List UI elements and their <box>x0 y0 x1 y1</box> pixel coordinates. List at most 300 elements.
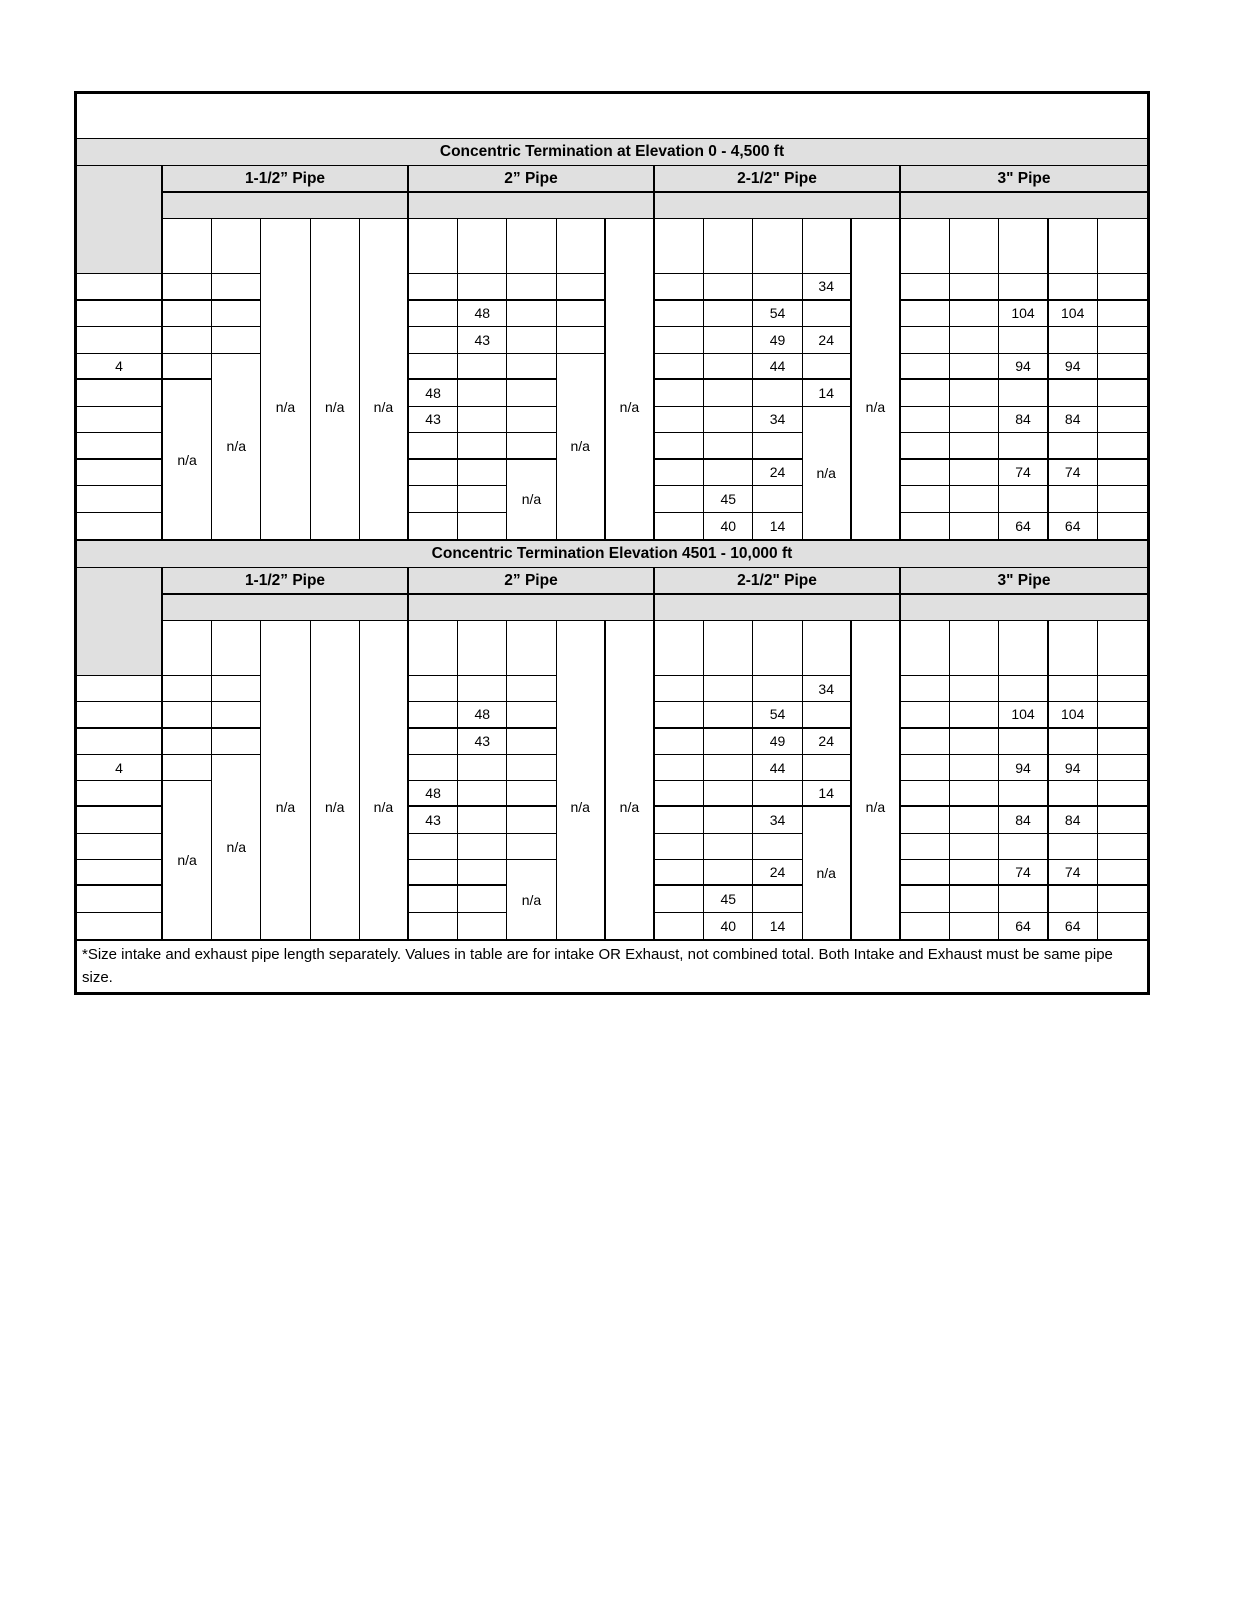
table-cell <box>1098 886 1147 912</box>
table-cell <box>1098 380 1147 407</box>
table-cell <box>950 834 999 860</box>
sub-header-cell <box>655 595 901 621</box>
table-cell <box>77 380 163 407</box>
table-cell <box>1098 354 1147 381</box>
table-cell <box>901 433 950 460</box>
table-cell <box>409 860 458 886</box>
value-cell: n/a <box>212 755 261 939</box>
value-cell: 24 <box>753 460 802 487</box>
table-cell <box>507 380 556 407</box>
table-section-1 <box>77 139 1147 541</box>
table-cell <box>655 886 704 912</box>
table-cell <box>901 460 950 487</box>
table-cell <box>901 886 950 912</box>
value-cell: 48 <box>409 380 458 407</box>
value-cell: n/a <box>507 860 556 939</box>
table-cell <box>999 433 1048 460</box>
table-cell <box>999 274 1048 301</box>
table-cell <box>77 807 163 833</box>
table-cell <box>77 327 163 354</box>
row-label-header <box>77 166 163 193</box>
table-cell <box>409 433 458 460</box>
table-cell <box>655 913 704 939</box>
table-cell <box>1049 486 1098 513</box>
table-cell <box>950 460 999 487</box>
column-header-cell <box>999 219 1048 274</box>
value-cell: 4 <box>77 755 163 781</box>
value-cell: 64 <box>1049 913 1098 939</box>
table-cell <box>458 913 507 939</box>
table-cell <box>1098 513 1147 540</box>
table-cell <box>655 860 704 886</box>
column-header-row <box>77 621 1147 676</box>
value-cell: 94 <box>999 354 1048 381</box>
table-cell <box>163 327 212 354</box>
table-cell <box>704 676 753 702</box>
column-header-row <box>77 219 1147 274</box>
column-header-cell <box>360 219 409 274</box>
table-cell <box>163 301 212 328</box>
table-cell <box>1049 327 1098 354</box>
sub-header-cell <box>163 193 409 219</box>
table-cell <box>458 460 507 487</box>
value-cell: 34 <box>753 807 802 833</box>
table-cell <box>458 834 507 860</box>
value-cell: 84 <box>1049 407 1098 434</box>
column-header-cell <box>1049 621 1098 676</box>
table-cell <box>458 354 507 381</box>
value-cell: n/a <box>557 354 606 540</box>
table-cell <box>655 486 704 513</box>
value-cell: n/a <box>360 274 409 539</box>
column-header-cell <box>507 621 556 676</box>
concentric-termination-vent-table <box>74 91 1150 995</box>
table-cell <box>950 807 999 833</box>
value-cell: 84 <box>1049 807 1098 833</box>
table-cell <box>950 486 999 513</box>
table-cell <box>999 327 1048 354</box>
table-cell <box>950 327 999 354</box>
value-cell: 40 <box>704 913 753 939</box>
table-cell <box>77 702 163 728</box>
table-cell <box>901 781 950 807</box>
value-cell: 94 <box>999 755 1048 781</box>
table-cell <box>163 354 212 381</box>
table-cell <box>1098 274 1147 301</box>
value-cell: 45 <box>704 486 753 513</box>
column-header-cell <box>557 621 606 676</box>
table-cell <box>704 860 753 886</box>
table-cell <box>409 354 458 381</box>
value-cell: n/a <box>803 807 852 938</box>
value-cell: 104 <box>1049 702 1098 728</box>
table-cell <box>704 407 753 434</box>
column-header-cell <box>753 621 802 676</box>
sub-header-band <box>77 595 1147 621</box>
value-cell: 104 <box>999 702 1048 728</box>
table-cell <box>77 460 163 487</box>
table-cell <box>999 781 1048 807</box>
sub-header-cell <box>901 595 1147 621</box>
table-cell <box>1098 913 1147 939</box>
table-cell <box>1049 433 1098 460</box>
value-cell: 74 <box>999 860 1048 886</box>
table-cell <box>655 702 704 728</box>
table-cell <box>704 380 753 407</box>
sub-header-cell <box>409 193 655 219</box>
table-cell <box>1098 860 1147 886</box>
table-cell <box>507 301 556 328</box>
value-cell: 34 <box>803 274 852 301</box>
table-cell <box>1098 729 1147 755</box>
table-cell <box>950 676 999 702</box>
sub-header-cell <box>409 595 655 621</box>
value-cell: 40 <box>704 513 753 540</box>
value-cell: 24 <box>803 729 852 755</box>
column-header-cell <box>163 219 212 274</box>
table-cell <box>458 274 507 301</box>
sub-header-band <box>77 193 1147 219</box>
table-cell <box>950 513 999 540</box>
table-cell <box>950 913 999 939</box>
data-grid <box>77 676 1147 941</box>
table-cell <box>753 433 802 460</box>
column-header-cell <box>360 621 409 676</box>
table-cell <box>458 486 507 513</box>
table-cell <box>753 380 802 407</box>
value-cell: 14 <box>753 513 802 540</box>
table-cell <box>704 433 753 460</box>
table-cell <box>77 886 163 912</box>
table-cell <box>212 702 261 728</box>
table-cell <box>1098 433 1147 460</box>
table-cell <box>901 274 950 301</box>
table-cell <box>507 676 556 702</box>
value-cell: 84 <box>999 807 1048 833</box>
table-cell <box>655 274 704 301</box>
table-cell <box>655 513 704 540</box>
value-cell: n/a <box>311 274 360 539</box>
table-cell <box>1049 781 1098 807</box>
table-cell <box>458 755 507 781</box>
table-cell <box>655 729 704 755</box>
value-cell: n/a <box>606 274 655 539</box>
value-cell: n/a <box>163 380 212 539</box>
pipe-group-header: 2” Pipe <box>409 568 655 595</box>
table-cell <box>999 834 1048 860</box>
column-header-cell <box>852 621 901 676</box>
value-cell: n/a <box>261 274 310 539</box>
table-cell <box>507 327 556 354</box>
table-cell <box>655 327 704 354</box>
column-header-cell <box>753 219 802 274</box>
table-cell <box>901 354 950 381</box>
value-cell: 74 <box>999 460 1048 487</box>
value-cell: n/a <box>557 676 606 939</box>
value-cell: 49 <box>753 327 802 354</box>
value-cell: 24 <box>803 327 852 354</box>
table-cell <box>458 433 507 460</box>
value-cell: 49 <box>753 729 802 755</box>
value-cell: 14 <box>753 913 802 939</box>
table-cell <box>77 407 163 434</box>
value-cell: 94 <box>1049 755 1098 781</box>
table-cell <box>999 486 1048 513</box>
value-cell: 54 <box>753 301 802 328</box>
table-cell <box>1098 702 1147 728</box>
table-cell <box>507 781 556 807</box>
value-cell: 48 <box>409 781 458 807</box>
sub-header-cell <box>655 193 901 219</box>
column-header-cell <box>311 621 360 676</box>
column-header-cell <box>212 621 261 676</box>
table-cell <box>212 301 261 328</box>
table-cell <box>901 755 950 781</box>
table-cell <box>655 755 704 781</box>
value-cell: n/a <box>163 781 212 939</box>
pipe-group-header: 1-1/2” Pipe <box>163 166 409 193</box>
table-cell <box>163 729 212 755</box>
pipe-group-header: 1-1/2” Pipe <box>163 568 409 595</box>
table-cell <box>704 327 753 354</box>
table-cell <box>753 274 802 301</box>
sub-header-cell <box>163 595 409 621</box>
table-cell <box>77 729 163 755</box>
table-cell <box>901 513 950 540</box>
table-cell <box>704 274 753 301</box>
pipe-group-header: 2-1/2" Pipe <box>655 166 901 193</box>
column-header-cell <box>311 219 360 274</box>
value-cell: n/a <box>852 676 901 939</box>
table-cell <box>507 274 556 301</box>
row-label-header <box>77 219 163 274</box>
column-header-cell <box>458 621 507 676</box>
column-header-cell <box>163 621 212 676</box>
table-cell <box>950 407 999 434</box>
row-label-header <box>77 193 163 219</box>
table-cell <box>655 380 704 407</box>
table-cell <box>704 807 753 833</box>
column-header-cell <box>1098 219 1147 274</box>
table-cell <box>409 274 458 301</box>
table-cell <box>409 327 458 354</box>
column-header-cell <box>261 219 310 274</box>
pipe-group-header: 3" Pipe <box>901 568 1147 595</box>
column-header-cell <box>950 621 999 676</box>
table-cell <box>803 354 852 381</box>
table-cell <box>901 407 950 434</box>
table-cell <box>163 274 212 301</box>
sub-header-cell <box>901 193 1147 219</box>
tables-mount <box>77 139 1147 941</box>
table-cell <box>655 807 704 833</box>
column-header-cell <box>655 621 704 676</box>
value-cell: 43 <box>458 327 507 354</box>
value-cell: 34 <box>803 676 852 702</box>
table-cell <box>409 460 458 487</box>
table-cell <box>901 380 950 407</box>
row-label-header <box>77 568 163 595</box>
table-cell <box>409 702 458 728</box>
table-section-2 <box>77 541 1147 941</box>
table-cell <box>409 513 458 540</box>
table-cell <box>1098 327 1147 354</box>
table-cell <box>753 834 802 860</box>
table-cell <box>901 702 950 728</box>
table-cell <box>1098 807 1147 833</box>
table-cell <box>1049 380 1098 407</box>
data-grid <box>77 274 1147 541</box>
table-cell <box>950 433 999 460</box>
table-cell <box>901 860 950 886</box>
column-header-cell <box>852 219 901 274</box>
value-cell: 44 <box>753 354 802 381</box>
value-cell: 104 <box>1049 301 1098 328</box>
table-cell <box>901 834 950 860</box>
value-cell: n/a <box>803 407 852 540</box>
table-cell <box>950 860 999 886</box>
table-cell <box>999 729 1048 755</box>
table-cell <box>507 729 556 755</box>
table-cell <box>901 913 950 939</box>
table-title-band: Concentric Termination Elevation 4501 - 10,000 ft <box>77 541 1147 568</box>
table-cell <box>950 886 999 912</box>
table-cell <box>655 460 704 487</box>
table-cell <box>409 729 458 755</box>
table-footnote: *Size intake and exhaust pipe length separately. Values in table are for intake OR Exhaust, not combined total. Both Intake and Exhaust must be same pipe size. <box>77 941 1147 992</box>
value-cell: 24 <box>753 860 802 886</box>
table-cell <box>704 702 753 728</box>
table-cell <box>1049 676 1098 702</box>
table-cell <box>704 781 753 807</box>
row-label-header <box>77 621 163 676</box>
pipe-group-header: 2-1/2" Pipe <box>655 568 901 595</box>
table-cell <box>704 729 753 755</box>
value-cell: n/a <box>311 676 360 939</box>
table-cell <box>77 274 163 301</box>
table-cell <box>950 274 999 301</box>
table-cell <box>409 834 458 860</box>
pipe-header-band <box>77 568 1147 595</box>
table-cell <box>704 834 753 860</box>
table-cell <box>458 860 507 886</box>
table-cell <box>77 834 163 860</box>
table-cell <box>901 327 950 354</box>
table-cell <box>950 781 999 807</box>
table-cell <box>950 380 999 407</box>
value-cell: 48 <box>458 702 507 728</box>
value-cell: 54 <box>753 702 802 728</box>
column-header-cell <box>901 219 950 274</box>
table-cell <box>655 354 704 381</box>
table-cell <box>655 781 704 807</box>
column-header-cell <box>803 219 852 274</box>
table-cell <box>753 676 802 702</box>
value-cell: n/a <box>261 676 310 939</box>
table-cell <box>999 886 1048 912</box>
table-cell <box>704 301 753 328</box>
table-cell <box>557 327 606 354</box>
column-header-cell <box>950 219 999 274</box>
table-cell <box>77 913 163 939</box>
column-header-cell <box>261 621 310 676</box>
table-cell <box>507 433 556 460</box>
table-cell <box>1098 486 1147 513</box>
column-header-cell <box>409 219 458 274</box>
value-cell: n/a <box>360 676 409 939</box>
value-cell: 64 <box>999 513 1048 540</box>
table-cell <box>1098 407 1147 434</box>
value-cell: 48 <box>458 301 507 328</box>
table-cell <box>803 702 852 728</box>
table-cell <box>409 486 458 513</box>
value-cell: 64 <box>1049 513 1098 540</box>
table-title-band: Concentric Termination at Elevation 0 - 4,500 ft <box>77 139 1147 166</box>
table-cell <box>77 676 163 702</box>
table-cell <box>163 702 212 728</box>
table-cell <box>507 755 556 781</box>
value-cell: 43 <box>409 807 458 833</box>
value-cell: 43 <box>409 407 458 434</box>
table-cell <box>803 301 852 328</box>
table-cell <box>1098 301 1147 328</box>
table-cell <box>409 755 458 781</box>
column-header-cell <box>999 621 1048 676</box>
column-header-cell <box>1098 621 1147 676</box>
table-cell <box>212 729 261 755</box>
table-cell <box>803 755 852 781</box>
value-cell: 74 <box>1049 460 1098 487</box>
table-cell <box>901 729 950 755</box>
table-cell <box>950 729 999 755</box>
table-cell <box>950 702 999 728</box>
table-cell <box>557 301 606 328</box>
column-header-cell <box>1049 219 1098 274</box>
table-cell <box>1098 781 1147 807</box>
table-cell <box>950 354 999 381</box>
table-cell <box>409 886 458 912</box>
table-cell <box>163 676 212 702</box>
table-cell <box>1098 834 1147 860</box>
table-cell <box>901 807 950 833</box>
column-header-cell <box>704 219 753 274</box>
table-cell <box>999 380 1048 407</box>
table-cell <box>655 407 704 434</box>
table-cell <box>1049 274 1098 301</box>
table-cell <box>77 301 163 328</box>
table-cell <box>409 301 458 328</box>
table-cell <box>77 781 163 807</box>
table-cell <box>999 676 1048 702</box>
table-cell <box>655 433 704 460</box>
table-cell <box>901 486 950 513</box>
row-label-header <box>77 595 163 621</box>
table-cell <box>409 676 458 702</box>
column-header-cell <box>507 219 556 274</box>
column-header-cell <box>606 219 655 274</box>
table-cell <box>458 380 507 407</box>
table-cell <box>458 407 507 434</box>
table-cell <box>704 354 753 381</box>
column-header-cell <box>409 621 458 676</box>
table-cell <box>1098 460 1147 487</box>
column-header-cell <box>901 621 950 676</box>
value-cell: 74 <box>1049 860 1098 886</box>
pipe-header-band <box>77 166 1147 193</box>
table-cell <box>753 886 802 912</box>
value-cell: 94 <box>1049 354 1098 381</box>
value-cell: 43 <box>458 729 507 755</box>
